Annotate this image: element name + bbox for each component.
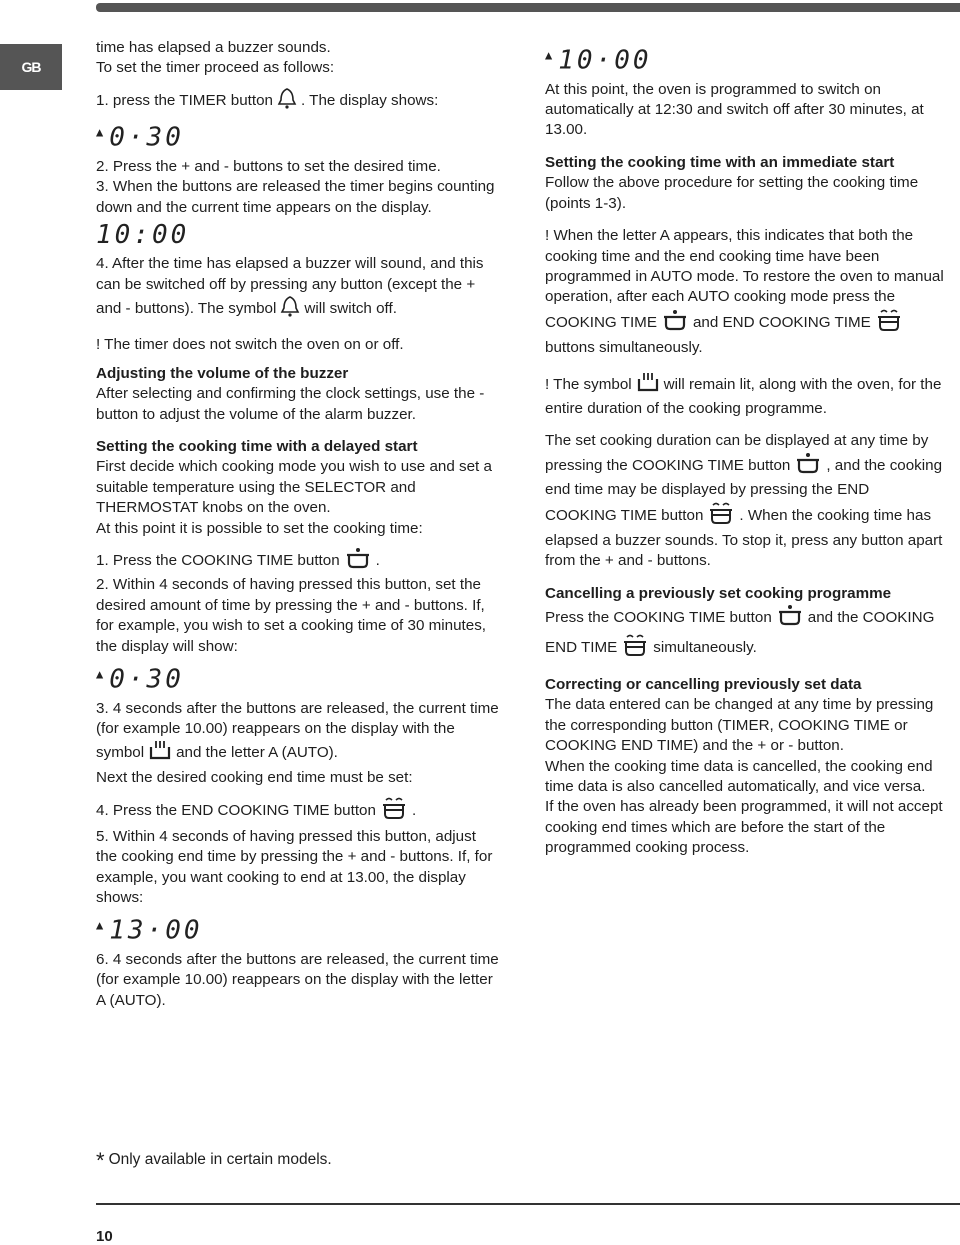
paragraph: When the cooking time data is cancelled, the cooking end time data is also cancelled automatically, and vice versa. — [545, 757, 933, 796]
paragraph: To set the timer proceed as follows: — [96, 59, 335, 77]
cooking-time-icon — [344, 547, 372, 575]
paragraph: The data entered can be changed at any time by pressing the corresponding button (TIMER, COOKING TIME or COOKING END TIME) and the + or - button. — [545, 696, 934, 755]
end-cooking-time-icon — [621, 633, 649, 663]
oven-on-icon — [148, 739, 172, 767]
section-heading: Setting the cooking time with a delayed start — [96, 437, 418, 455]
oven-on-icon — [636, 371, 660, 399]
delay-step-1: 1. Press the COOKING TIME button . — [96, 547, 501, 575]
paragraph: Follow the above procedure for setting the cooking time (points 1-3). — [545, 174, 919, 212]
paragraph: If the oven has already been programmed, it will not accept cooking end times which are before the start of the programmed cooking process. — [545, 798, 943, 857]
note: ! The timer does not switch the oven on or off. — [96, 336, 404, 354]
paragraph: Next the desired cooking end time must be set: — [96, 768, 413, 786]
paragraph: First decide which cooking mode you wish to use and set a suitable temperature using the SELECTOR and THERMOSTAT knobs on the oven. — [96, 458, 492, 517]
paragraph: After selecting and confirming the clock settings, use the - button to adjust the volume of the alarm buzzer. — [96, 385, 485, 423]
delay-step-6: 6. 4 seconds after the buttons are released, the current time (for example 10.00) reappears on the display with the letter A (AUTO). — [96, 950, 499, 1009]
right-column — [545, 38, 945, 859]
delay-step-3: 3. 4 seconds after the buttons are released, the current time (for example 10.00) reappears on the display with the symbol and the letter A (AUTO). — [96, 699, 501, 768]
paragraph: At this point, the oven is programmed to switch on automatically at 12:30 and switch off after 30 minutes, at 13.00. — [545, 80, 924, 139]
footer-rule — [96, 1203, 960, 1205]
end-cooking-time-icon — [875, 308, 903, 338]
page-number: 10 — [96, 1228, 113, 1245]
note: ! The symbol will remain lit, along with the oven, for the entire duration of the cooking programme. — [545, 371, 945, 420]
bell-icon — [277, 87, 297, 115]
cooking-time-icon — [776, 604, 804, 632]
display-readout: ▲ 0·30 — [96, 122, 184, 153]
delay-step-5: 5. Within 4 seconds of having pressed this button, adjust the cooking end time by pressing the + and - buttons. If, for example, you want cooking to end at 13.00, the display shows: — [96, 827, 493, 906]
cooking-time-icon — [794, 452, 822, 480]
bell-icon — [280, 295, 300, 323]
step-2: 2. Press the + and - buttons to set the desired time. — [96, 157, 441, 175]
end-cooking-time-icon — [380, 796, 408, 826]
note: ! When the letter A appears, this indicates that both the cooking time and the end cooking time have been programmed in AUTO mode. To restore the oven to manual operation, after each AUTO cooking mode press the COOKING TIME and END COOKING TIMEbuttons simultaneously. — [545, 227, 944, 357]
delay-step-2: 2. Within 4 seconds of having pressed this button, set the desired amount of time by pressing the + and - buttons. If, for example, you wish to set a cooking time of 30 minutes, the display will show: — [96, 576, 487, 655]
language-tab: GB — [0, 44, 62, 90]
delay-step-4: 4. Press the END COOKING TIME button . — [96, 796, 501, 826]
step-1: 1. press the TIMER button . The display shows: — [96, 87, 501, 115]
paragraph: At this point it is possible to set the cooking time: — [96, 519, 423, 537]
display-readout: ▲ 0·30 — [96, 664, 184, 695]
top-rule — [96, 3, 960, 12]
cooking-time-icon — [661, 309, 689, 337]
end-cooking-time-icon — [707, 501, 735, 531]
step-4: 4. After the time has elapsed a buzzer will sound, and this can be switched off by pressing any button (except the + and - buttons). The symbol will switch off. — [96, 254, 501, 323]
section-heading: Setting the cooking time with an immediate start — [545, 153, 895, 171]
step-3: 3. When the buttons are released the timer begins counting down and the current time appears on the display. — [96, 178, 495, 216]
display-readout: ▲ 10·00 — [545, 45, 652, 76]
footnote: * Only available in certain models. — [96, 1148, 332, 1173]
paragraph: time has elapsed a buzzer sounds. — [96, 39, 331, 56]
display-readout: ▲ 13·00 — [96, 915, 203, 946]
display-readout: 10:00 — [96, 220, 190, 251]
paragraph: Press the COOKING TIME button and the COOKING END TIME simultaneously. — [545, 604, 945, 663]
section-heading: Cancelling a previously set cooking programme — [545, 584, 892, 602]
section-heading: Correcting or cancelling previously set data — [545, 676, 862, 693]
left-column — [96, 38, 501, 1011]
paragraph: The set cooking duration can be displayed at any time by pressing the COOKING TIME button , and the cooking end time may be displayed by pressing the END COOKING TIME button . When the cooking time has elapsed a buzzer sounds. To stop it, press any button apart from the + and - buttons. — [545, 432, 943, 570]
section-heading: Adjusting the volume of the buzzer — [96, 364, 349, 382]
